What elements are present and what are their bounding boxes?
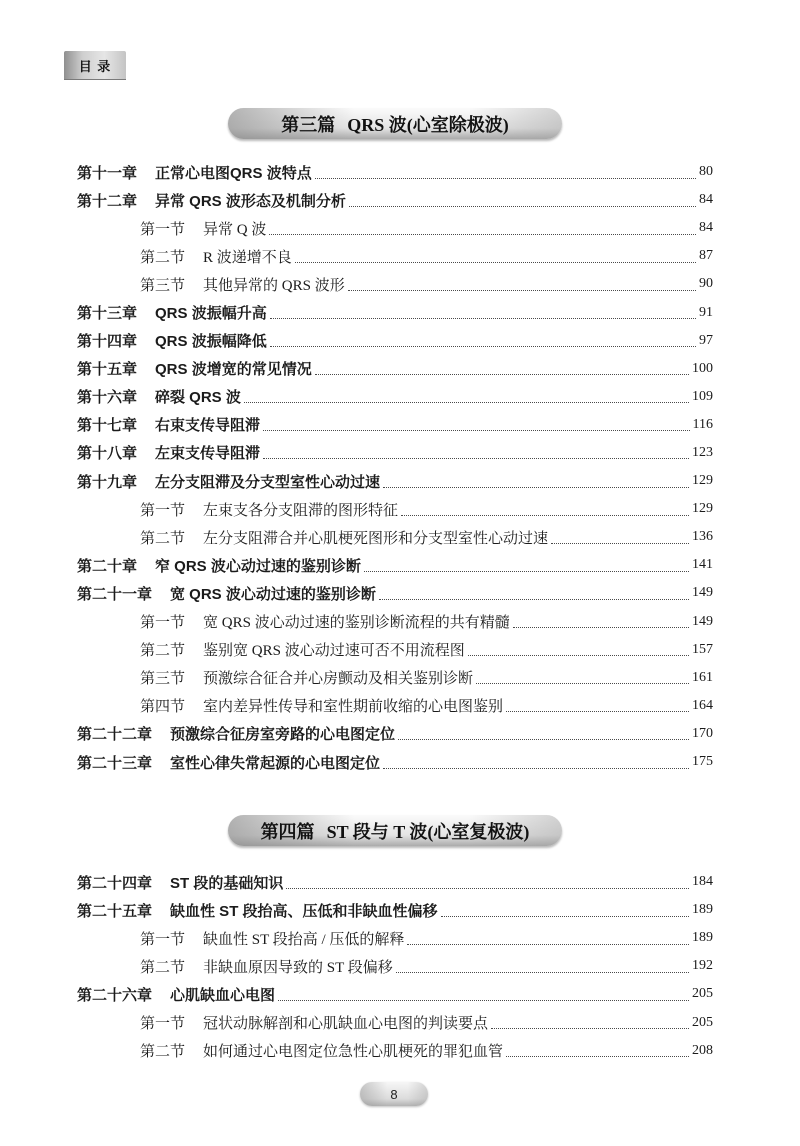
part-label: 第四篇: [260, 821, 315, 842]
section-title: 冠状动脉解剖和心肌缺血心电图的判读要点: [203, 1016, 489, 1033]
toc-chapter-row: [77, 748, 713, 776]
page-ref: 189: [692, 902, 713, 918]
section-label: 第二节: [140, 643, 186, 660]
page-ref: 192: [692, 958, 713, 974]
toc-section-row: [77, 924, 713, 952]
toc-chapter-row: [77, 980, 713, 1008]
section-label: 第一节: [140, 615, 186, 632]
toc-chapter-row: [77, 411, 713, 439]
chapter-title: 异常 QRS 波形态及机制分析: [155, 192, 346, 210]
dot-leader: [468, 655, 689, 656]
page-ref: 164: [692, 697, 713, 713]
page-ref: 189: [692, 930, 713, 946]
dot-leader: [315, 178, 696, 179]
section-label: 第三节: [140, 671, 186, 688]
section-label: 第二节: [140, 1044, 186, 1061]
chapter-label: 第十九章: [77, 473, 138, 491]
toc-chapter-row: [77, 355, 713, 383]
dot-leader: [315, 374, 689, 375]
dot-leader: [270, 346, 696, 347]
page-ref: 136: [692, 529, 713, 545]
chapter-title: 右束支传导阻滞: [155, 417, 261, 435]
section-title: 室内差异性传导和室性期前收缩的心电图鉴别: [203, 699, 504, 716]
dot-leader: [263, 458, 689, 459]
chapter-title: 室性心律失常起源的心电图定位: [170, 754, 381, 772]
dot-leader: [379, 599, 689, 600]
page-ref: 123: [692, 444, 713, 460]
dot-leader: [278, 1000, 689, 1001]
page-ref: 91: [699, 304, 713, 320]
page-ref: 149: [692, 613, 713, 629]
toc-chapter-row: [77, 186, 713, 214]
toc-section-row: [77, 1008, 713, 1036]
dot-leader: [398, 739, 689, 740]
part-label: 第三篇: [281, 114, 336, 135]
page-ref: 149: [692, 585, 713, 601]
toc-chapter-row: [77, 720, 713, 748]
toc-chapter-row: [77, 383, 713, 411]
toc-chapter-row: [77, 896, 713, 924]
toc-section-row: [77, 608, 713, 636]
chapter-title: QRS 波增宽的常见情况: [155, 361, 312, 379]
dot-leader: [263, 430, 689, 431]
chapter-label: 第二十二章: [77, 726, 153, 744]
dot-leader: [506, 711, 689, 712]
page-ref: 116: [692, 416, 713, 432]
chapter-label: 第二十一章: [77, 585, 153, 603]
part-title: QRS 波(心室除极波): [347, 114, 509, 135]
part-banner: [228, 108, 562, 139]
toc-section-row: [77, 664, 713, 692]
chapter-label: 第二十章: [77, 557, 138, 575]
section-label: 第一节: [140, 1016, 186, 1033]
page-ref: 129: [692, 473, 713, 489]
section-label: 第一节: [140, 931, 186, 948]
page-ref: 84: [699, 192, 713, 208]
section-title: 宽 QRS 波心动过速的鉴别诊断流程的共有精髓: [203, 615, 510, 632]
chapter-label: 第十六章: [77, 389, 138, 407]
chapter-title: 左分支阻滞及分支型室性心动过速: [155, 473, 381, 491]
section-label: 第二节: [140, 249, 186, 266]
page-ref: 205: [692, 1014, 713, 1030]
dot-leader: [348, 290, 696, 291]
dot-leader: [441, 916, 689, 917]
page-ref: 97: [699, 332, 713, 348]
toc-section-row: [77, 692, 713, 720]
page-ref: 109: [692, 388, 713, 404]
chapter-title: 预激综合征房室旁路的心电图定位: [170, 726, 396, 744]
toc-section-row: [77, 214, 713, 242]
dot-leader: [383, 487, 689, 488]
section-label: 第二节: [140, 959, 186, 976]
section-label: 第一节: [140, 502, 186, 519]
dot-leader: [491, 1028, 689, 1029]
dot-leader: [383, 768, 689, 769]
chapter-label: 第十四章: [77, 333, 138, 351]
page-ref: 87: [699, 248, 713, 264]
page-ref: 157: [692, 641, 713, 657]
chapter-title: 宽 QRS 波心动过速的鉴别诊断: [170, 585, 376, 603]
chapter-label: 第十三章: [77, 305, 138, 323]
section-title: 异常 Q 波: [203, 221, 267, 238]
page-ref: 184: [692, 874, 713, 890]
page-ref: 205: [692, 986, 713, 1002]
chapter-title: 碎裂 QRS 波: [155, 389, 241, 407]
page-ref: 90: [699, 276, 713, 292]
page-ref: 80: [699, 164, 713, 180]
dot-leader: [270, 318, 696, 319]
section-title: 非缺血原因导致的 ST 段偏移: [203, 959, 393, 976]
section-title: 其他异常的 QRS 波形: [203, 277, 345, 294]
toc-chapter-row: [77, 158, 713, 186]
section-title: R 波递增不良: [203, 249, 292, 266]
chapter-title: 窄 QRS 波心动过速的鉴别诊断: [155, 557, 361, 575]
toc-section-row: [77, 523, 713, 551]
dot-leader: [407, 944, 689, 945]
dot-leader: [295, 262, 696, 263]
toc-chapter-row: [77, 439, 713, 467]
section-title: 缺血性 ST 段抬高 / 压低的解释: [203, 931, 405, 948]
chapter-title: QRS 波振幅降低: [155, 333, 267, 351]
chapter-title: ST 段的基础知识: [170, 874, 284, 892]
page-ref: 208: [692, 1042, 713, 1058]
toc-section-row: [77, 270, 713, 298]
page-ref: 170: [692, 725, 713, 741]
page-number: 8: [360, 1082, 428, 1106]
chapter-title: 正常心电图QRS 波特点: [155, 164, 312, 182]
section-label: 第三节: [140, 277, 186, 294]
dot-leader: [506, 1056, 689, 1057]
dot-leader: [401, 515, 689, 516]
section-title: 左束支各分支阻滞的图形特征: [203, 502, 399, 519]
chapter-label: 第十一章: [77, 164, 138, 182]
chapter-label: 第二十四章: [77, 874, 153, 892]
dot-leader: [551, 543, 689, 544]
part-title: ST 段与 T 波(心室复极波): [326, 821, 530, 842]
dot-leader: [513, 627, 689, 628]
page-ref: 100: [692, 360, 713, 376]
toc-chapter-row: [77, 579, 713, 607]
chapter-title: 缺血性 ST 段抬高、压低和非缺血性偏移: [170, 902, 438, 920]
section-title: 如何通过心电图定位急性心肌梗死的罪犯血管: [203, 1044, 504, 1061]
section-title: 鉴别宽 QRS 波心动过速可否不用流程图: [203, 643, 465, 660]
section-label: 第四节: [140, 699, 186, 716]
page-ref: 141: [692, 557, 713, 573]
section-title: 左分支阻滞合并心肌梗死图形和分支型室性心动过速: [203, 530, 549, 547]
toc-list: [77, 158, 713, 776]
toc-chapter-row: [77, 327, 713, 355]
page-ref: 161: [692, 669, 713, 685]
chapter-label: 第十七章: [77, 417, 138, 435]
dot-leader: [476, 683, 689, 684]
page-ref: 84: [699, 220, 713, 236]
toc-section-row: [77, 495, 713, 523]
toc-section-row: [77, 952, 713, 980]
chapter-title: QRS 波振幅升高: [155, 305, 267, 323]
section-title: 预激综合征合并心房颤动及相关鉴别诊断: [203, 671, 474, 688]
section-label: 第一节: [140, 221, 186, 238]
dot-leader: [286, 888, 689, 889]
dot-leader: [396, 972, 689, 973]
toc-chapter-row: [77, 298, 713, 326]
toc-chapter-row: [77, 551, 713, 579]
chapter-label: 第二十六章: [77, 986, 153, 1004]
toc-section-row: [77, 1037, 713, 1065]
dot-leader: [364, 571, 689, 572]
dot-leader: [244, 402, 689, 403]
toc-section-row: [77, 636, 713, 664]
part-banner: [228, 815, 562, 846]
chapter-label: 第十二章: [77, 192, 138, 210]
chapter-title: 心肌缺血心电图: [170, 986, 276, 1004]
page-ref: 175: [692, 754, 713, 770]
chapter-title: 左束支传导阻滞: [155, 445, 261, 463]
toc-chapter-row: [77, 868, 713, 896]
chapter-label: 第二十五章: [77, 902, 153, 920]
toc-chapter-row: [77, 467, 713, 495]
page-ref: 129: [692, 501, 713, 517]
toc-list: [77, 868, 713, 1065]
chapter-label: 第十五章: [77, 361, 138, 379]
dot-leader: [349, 206, 696, 207]
chapter-label: 第二十三章: [77, 754, 153, 772]
section-label: 第二节: [140, 530, 186, 547]
dot-leader: [269, 234, 696, 235]
chapter-label: 第十八章: [77, 445, 138, 463]
toc-section-row: [77, 242, 713, 270]
contents-tab: 目 录: [64, 51, 126, 80]
